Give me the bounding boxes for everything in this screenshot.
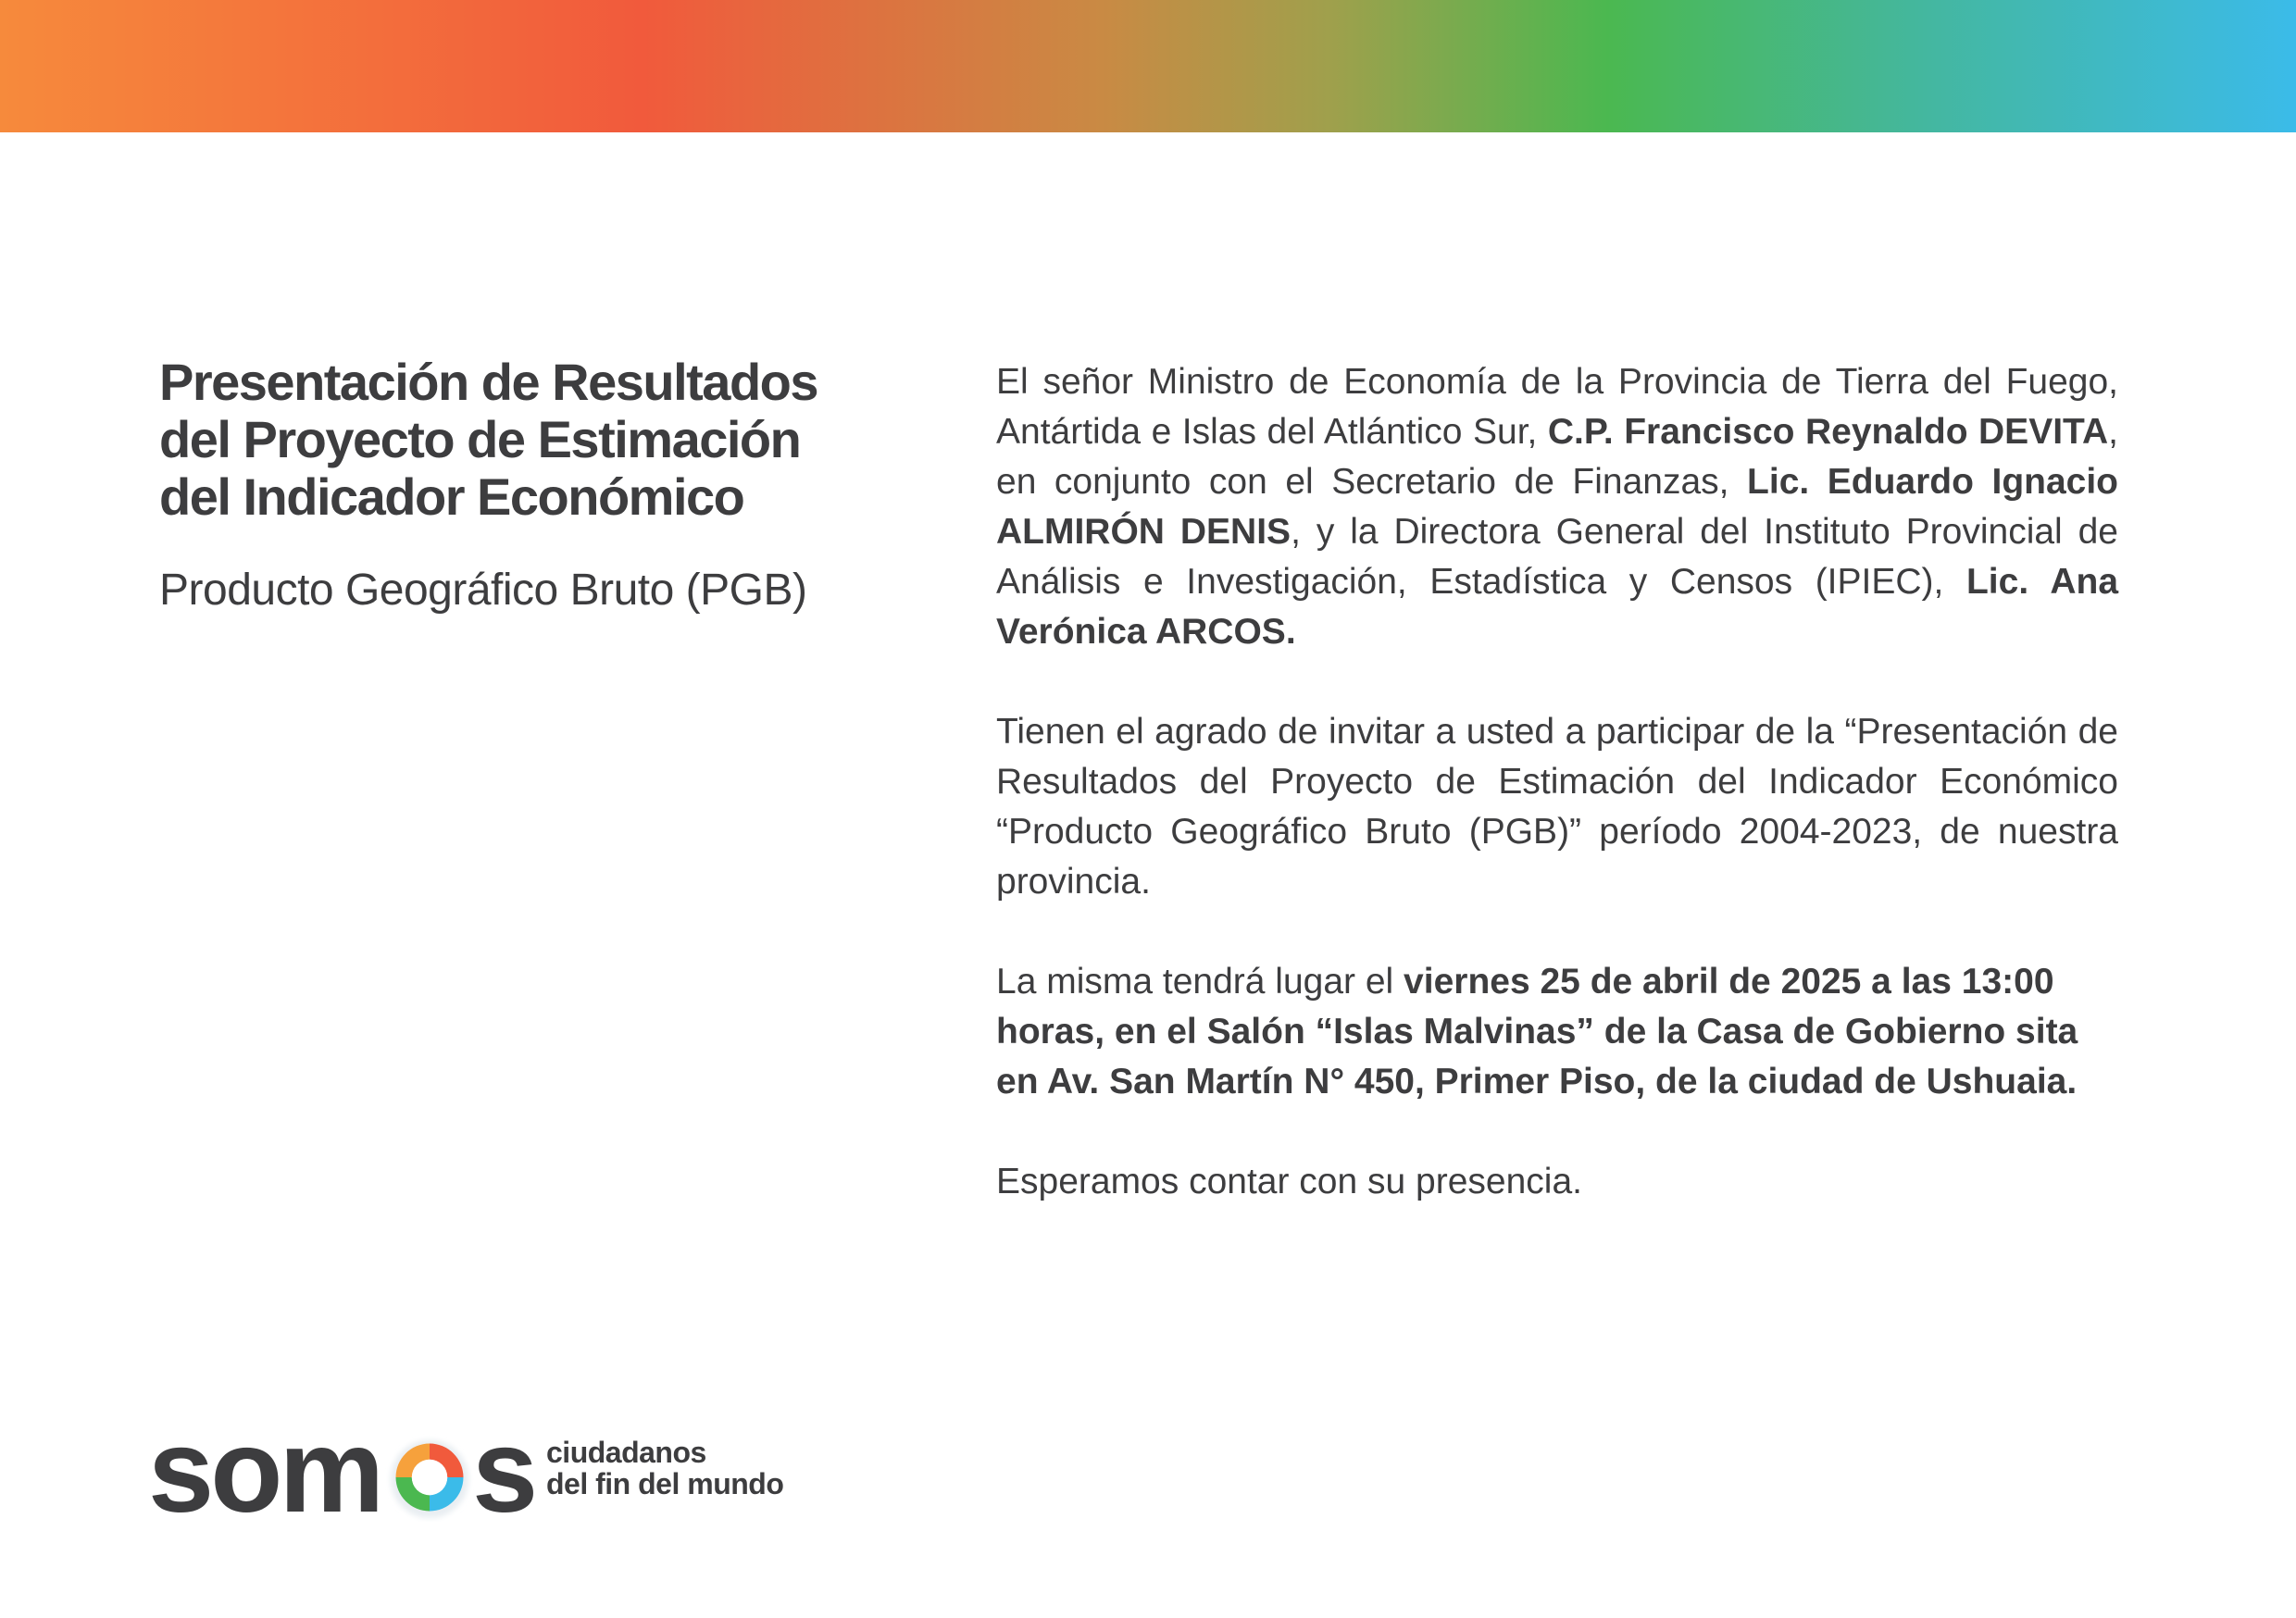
title-line-3: del Indicador Económico (159, 467, 744, 526)
paragraph-invitation: Tienen el agrado de invitar a usted a participar de la “Presentación de Resultados del Proyecto de Estimación del Indicador Económico “Producto Geográfico Bruto (PGB)” período 2004-2023, de nuestra provincia. (996, 712, 2118, 902)
logo-word: som (148, 1405, 381, 1537)
event-date-place: viernes 25 de abril de 2025 a las 13:00 horas, en el Salón “Islas Malvinas” de la Casa de Gobierno sita en Av. San Martín N° 450, Primer Piso, de la ciudad de Ushuaia. (996, 962, 2078, 1101)
paragraph-hosts (996, 357, 2118, 657)
hosts-text-2: , en conjunto con el Secretario de Finanzas, (996, 412, 2118, 502)
title-line-2: del Proyecto de Estimación (159, 410, 801, 468)
logo-word-end: s (472, 1405, 535, 1537)
header-gradient-band (0, 0, 2296, 132)
invitation-body (996, 357, 2118, 1257)
paragraph-closing: Esperamos contar con su presencia. (996, 1162, 1582, 1201)
subtitle: Producto Geográfico Bruto (PGB) (159, 566, 807, 615)
minister-name: C.P. Francisco Reynaldo DEVITA (1547, 412, 2109, 452)
director-name: Lic. Ana Verónica ARCOS. (996, 562, 2119, 652)
title-block (159, 354, 900, 616)
tagline-line-2: del fin del mundo (546, 1467, 784, 1500)
logo-ring-icon (385, 1433, 474, 1522)
somos-logo (148, 1405, 815, 1537)
tagline-line-1: ciudadanos (546, 1436, 706, 1469)
secretary-name: Lic. Eduardo Ignacio ALMIRÓN DENIS (996, 462, 2118, 552)
hosts-text-1: El señor Ministro de Economía de la Provincia de Tierra del Fuego, Antártida e Islas del Atlántico Sur, (996, 362, 2118, 452)
event-intro: La misma tendrá lugar el (996, 962, 1404, 1002)
logo-tagline (546, 1437, 783, 1500)
paragraph-event-details (996, 957, 2118, 1107)
title-line-1: Presentación de Resultados (159, 353, 818, 411)
hosts-text-3: , y la Directora General del Instituto Provincial de Análisis e Investigación, Estadística y Censos (IPIEC), (996, 512, 2118, 602)
